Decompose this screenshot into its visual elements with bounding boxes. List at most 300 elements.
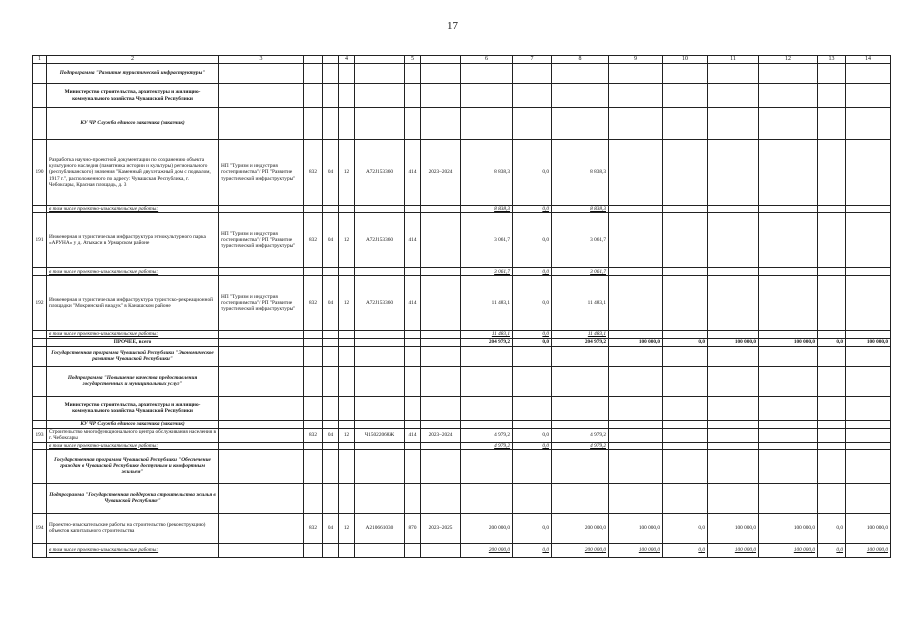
table-row [33,366,891,396]
table-cell [609,64,663,84]
name-cell: Строительство многофункционального центра обслуживания населения в г. Чебоксары [47,428,219,442]
table-cell: 3 061,7 [461,268,513,276]
table-cell [304,543,323,557]
table-cell [552,346,609,366]
header-cell: 12 [759,56,818,64]
table-cell [609,442,663,449]
row-number-cell [33,543,47,557]
table-cell [219,420,304,428]
table-cell: 414 [405,276,421,331]
table-cell: 0,0 [513,513,552,543]
table-row [33,140,891,206]
table-cell: 832 [304,513,323,543]
name-cell: Министерство строительства, архитектуры и жилищно-коммунального хозяйства Чувашской Республики [47,396,219,420]
table-cell [818,206,846,213]
table-cell [304,396,323,420]
table-cell [421,483,461,513]
table-cell: 414 [405,428,421,442]
table-cell: 3 061,7 [461,213,513,268]
table-cell [846,108,891,140]
table-cell [323,84,339,108]
table-cell [663,108,708,140]
header-cell [323,56,339,64]
table-cell [405,268,421,276]
table-row [33,276,891,331]
name-cell: Инженерная и туристическая инфраструктура этнокультурного парка «АРУНА» у д. Атыкаси в Урмарском районе [47,213,219,268]
table-cell [421,366,461,396]
table-cell [405,346,421,366]
table-cell [461,84,513,108]
table-cell [461,346,513,366]
table-cell: 100 000,0 [759,338,818,346]
page-number: 17 [447,20,458,32]
table-cell [421,543,461,557]
row-number-cell: 190 [33,140,47,206]
table-cell: 8 838,3 [461,140,513,206]
table-cell: Ч15022068Ж [355,428,405,442]
table-cell [609,84,663,108]
row-number-cell [33,483,47,513]
table-cell [609,140,663,206]
header-cell: 14 [846,56,891,64]
table-cell [405,84,421,108]
table-cell: 04 [323,140,339,206]
table-cell [818,331,846,338]
table-cell: 0,0 [513,543,552,557]
table-cell [219,442,304,449]
table-cell: 0,0 [513,213,552,268]
table-cell [552,483,609,513]
table-cell [552,108,609,140]
table-cell [846,449,891,483]
table-cell: 100 000,0 [609,513,663,543]
header-cell: 6 [461,56,513,64]
table-cell [818,483,846,513]
table-cell [818,213,846,268]
table-row [33,64,891,84]
table-cell [339,338,355,346]
table-cell [355,338,405,346]
header-cell: 9 [609,56,663,64]
table-cell [759,366,818,396]
table-cell: 100 000,0 [759,513,818,543]
row-number-cell [33,84,47,108]
table-cell: А210661030 [355,513,405,543]
row-number-cell [33,442,47,449]
table-cell [304,108,323,140]
table-cell [846,442,891,449]
table-cell: 100 000,0 [609,338,663,346]
table-row [33,338,891,346]
table-cell: 0,0 [513,268,552,276]
name-cell: в том числе проектно-изыскательские работы: [47,543,219,557]
row-number-cell [33,346,47,366]
table-cell [663,442,708,449]
name-cell: в том числе проектно-изыскательские работы: [47,206,219,213]
table-cell [846,64,891,84]
table-cell [552,420,609,428]
table-cell [355,543,405,557]
row-number-cell [33,206,47,213]
table-cell: 0,0 [818,338,846,346]
row-number-cell [33,420,47,428]
table-cell [818,346,846,366]
table-row [33,268,891,276]
table-cell: 4 979,2 [552,428,609,442]
table-cell [663,213,708,268]
table-cell [355,84,405,108]
name-cell: Государственная программа Чувашской Республики "Обеспечение граждан в Чувашской Республике доступным и комфортным жильем" [47,449,219,483]
header-cell: 1 [33,56,47,64]
table-cell [323,543,339,557]
table-cell: 0,0 [513,428,552,442]
table-cell [304,449,323,483]
table-cell [759,140,818,206]
table-row [33,420,891,428]
table-cell: А72J153360 [355,213,405,268]
table-cell: 0,0 [513,276,552,331]
table-cell [663,84,708,108]
table-cell [759,108,818,140]
table-cell: 4 979,2 [461,428,513,442]
table-cell [405,420,421,428]
table-cell [759,331,818,338]
name-cell: в том числе проектно-изыскательские работы: [47,442,219,449]
table-cell [219,449,304,483]
name-cell: Государственная программа Чувашской Республики "Экономическое развитие Чувашской Республики" [47,346,219,366]
table-cell [421,331,461,338]
header-row [33,56,891,64]
table-cell [323,366,339,396]
table-cell: 100 000,0 [846,338,891,346]
table-cell [759,483,818,513]
name-cell: КУ ЧР Служба единого заказчика (заказчик) [47,420,219,428]
table-cell [846,420,891,428]
table-cell: 04 [323,276,339,331]
table-cell [759,420,818,428]
table-cell: 100 000,0 [609,543,663,557]
table-cell [708,268,759,276]
table-cell: 414 [405,140,421,206]
table-cell [759,442,818,449]
table-cell [421,346,461,366]
table-cell [339,346,355,366]
row-number-cell [33,449,47,483]
table-cell [663,420,708,428]
table-cell [219,84,304,108]
table-cell [609,268,663,276]
table-cell: 12 [339,140,355,206]
table-cell: 8 838,3 [552,140,609,206]
table-cell [421,108,461,140]
table-cell: 11 483,1 [552,276,609,331]
header-cell: 2 [47,56,219,64]
table-cell [219,483,304,513]
row-number-cell [33,396,47,420]
table-cell [552,64,609,84]
table-cell [818,140,846,206]
row-number-cell [33,268,47,276]
table-cell [461,64,513,84]
table-cell [818,276,846,331]
table-cell [339,331,355,338]
table-cell [708,213,759,268]
table-cell [708,396,759,420]
table-cell [323,396,339,420]
table-cell [708,108,759,140]
table-cell [708,331,759,338]
name-cell: КУ ЧР Служба единого заказчика (заказчик) [47,108,219,140]
table-cell: 832 [304,276,323,331]
table-cell: 0,0 [513,442,552,449]
table-cell [421,213,461,268]
table-cell [219,206,304,213]
table-cell [759,64,818,84]
row-number-cell: 191 [33,213,47,268]
table-cell: 04 [323,213,339,268]
table-cell [461,420,513,428]
name-cell: Подпрограмма "Государственная поддержка строительства жилья в Чувашской Республике" [47,483,219,513]
header-cell: 7 [513,56,552,64]
table-cell [421,396,461,420]
table-cell: 204 979,2 [461,338,513,346]
table-cell [219,428,304,442]
table-cell [663,64,708,84]
table-cell: 0,0 [513,331,552,338]
table-cell [304,366,323,396]
table-row [33,396,891,420]
table-cell [405,108,421,140]
table-cell [339,206,355,213]
table-cell [552,366,609,396]
table-cell [219,108,304,140]
table-cell: 204 979,2 [552,338,609,346]
table-cell [609,213,663,268]
name-cell: в том числе проектно-изыскательские работы: [47,268,219,276]
table-cell [609,366,663,396]
table-cell [421,449,461,483]
table-cell: 12 [339,428,355,442]
table-cell [219,64,304,84]
table-cell: 12 [339,513,355,543]
table-cell [818,420,846,428]
table-cell [513,483,552,513]
table-cell: 3 061,7 [552,213,609,268]
table-cell [304,331,323,338]
table-cell [846,331,891,338]
table-cell [304,338,323,346]
table-cell [759,346,818,366]
table-cell [846,206,891,213]
table-cell [355,420,405,428]
table-cell: А72J153360 [355,140,405,206]
table-cell [663,268,708,276]
table-cell [759,396,818,420]
name-cell: в том числе проектно-изыскательские работы: [47,331,219,338]
table-cell [304,206,323,213]
table-cell [663,206,708,213]
table-cell [355,268,405,276]
table-cell: А72J153360 [355,276,405,331]
table-cell [708,420,759,428]
table-cell [339,366,355,396]
header-cell: 13 [818,56,846,64]
table-cell: 100 000,0 [708,513,759,543]
table-cell [759,268,818,276]
table-cell: 200 000,0 [461,543,513,557]
row-number-cell [33,338,47,346]
table-cell [846,213,891,268]
table-cell [846,366,891,396]
table-cell [405,206,421,213]
table-cell: 0,0 [663,338,708,346]
table-cell: 2023–2025 [421,513,461,543]
header-cell: 3 [219,56,304,64]
table-cell: 2023–2024 [421,428,461,442]
table-cell: 4 979,2 [552,442,609,449]
table-cell: 100 000,0 [846,513,891,543]
table-cell [405,331,421,338]
table-cell [355,449,405,483]
table-cell: НП "Туризм и индустрия гостеприимства"/ РП "Развитие туристической инфраструктуры" [219,213,304,268]
table-cell [405,338,421,346]
table-cell: 4 979,2 [461,442,513,449]
table-cell [355,396,405,420]
table-cell [421,420,461,428]
table-cell: 2023–2024 [421,140,461,206]
table-cell [663,449,708,483]
table-cell [304,64,323,84]
table-cell: 0,0 [818,513,846,543]
data-table [32,55,891,558]
table-cell: 0,0 [513,338,552,346]
table-row [33,108,891,140]
table-cell: 100 000,0 [759,543,818,557]
table-cell [708,366,759,396]
table-cell [355,483,405,513]
table-cell [323,346,339,366]
table-cell [513,84,552,108]
table-cell: 11 483,1 [461,276,513,331]
table-cell: 0,0 [513,206,552,213]
table-cell [759,84,818,108]
header-cell: 11 [708,56,759,64]
table-cell [421,338,461,346]
table-row [33,213,891,268]
table-cell [609,420,663,428]
name-cell: Разработка научно-проектной документации по сохранению объекта культурного наследия (памятника истории и культуры) регионального (республиканского) значения "Каменный двухэтажный дом с подвалом, 1917 г.", расположенного по адресу: Чувашская Республика, г. Чебоксары, Красная площадь, д. 3 [47,140,219,206]
table-cell [663,331,708,338]
table-cell [339,420,355,428]
table-cell [609,483,663,513]
table-cell [339,396,355,420]
table-cell [339,483,355,513]
table-cell [818,366,846,396]
table-cell [219,346,304,366]
table-cell: 11 483,1 [552,331,609,338]
table-cell [663,428,708,442]
table-cell [405,366,421,396]
table-cell: 11 483,1 [461,331,513,338]
table-cell [818,108,846,140]
table-cell [552,449,609,483]
table-cell [708,276,759,331]
table-cell [461,449,513,483]
table-cell: 200 000,0 [461,513,513,543]
row-number-cell [33,108,47,140]
table-cell: 414 [405,213,421,268]
table-cell [759,449,818,483]
table-row [33,331,891,338]
name-cell: Министерство строительства, архитектуры и жилищно-коммунального хозяйства Чувашской Республики [47,84,219,108]
table-cell [339,268,355,276]
table-cell [339,442,355,449]
table-cell [323,108,339,140]
table-cell [708,449,759,483]
table-cell: 8 838,3 [552,206,609,213]
table-cell [708,140,759,206]
table-cell: 0,0 [818,543,846,557]
table-cell [405,396,421,420]
table-cell [513,346,552,366]
table-cell [219,543,304,557]
row-number-cell: 194 [33,513,47,543]
table-cell [304,346,323,366]
table-cell [663,366,708,396]
table-cell [219,366,304,396]
table-cell [759,276,818,331]
table-cell [323,268,339,276]
table-cell [219,338,304,346]
table-cell [513,449,552,483]
table-cell: 100 000,0 [708,338,759,346]
table-cell [846,268,891,276]
table-cell [405,543,421,557]
table-cell [421,442,461,449]
table-cell: 832 [304,213,323,268]
table-row [33,449,891,483]
table-cell [609,108,663,140]
table-cell [405,483,421,513]
table-cell [355,206,405,213]
table-cell [461,483,513,513]
header-cell: 4 [339,56,355,64]
header-cell: 5 [405,56,421,64]
table-cell: 200 000,0 [552,513,609,543]
table-cell [304,268,323,276]
table-cell [355,346,405,366]
table-cell [405,442,421,449]
table-cell [609,276,663,331]
table-cell [355,331,405,338]
table-cell [304,483,323,513]
table-cell [846,276,891,331]
table-cell [846,396,891,420]
table-cell [708,428,759,442]
table-cell: 12 [339,213,355,268]
table-cell [818,449,846,483]
table-cell [304,84,323,108]
table-cell: 0,0 [513,140,552,206]
table-cell [421,268,461,276]
table-cell [708,64,759,84]
table-cell: НП "Туризм и индустрия гостеприимства"/ РП "Развитие туристической инфраструктуры" [219,276,304,331]
table-cell: 8 838,3 [461,206,513,213]
header-cell: 8 [552,56,609,64]
table-cell [708,442,759,449]
table-cell [355,108,405,140]
table-cell [339,64,355,84]
